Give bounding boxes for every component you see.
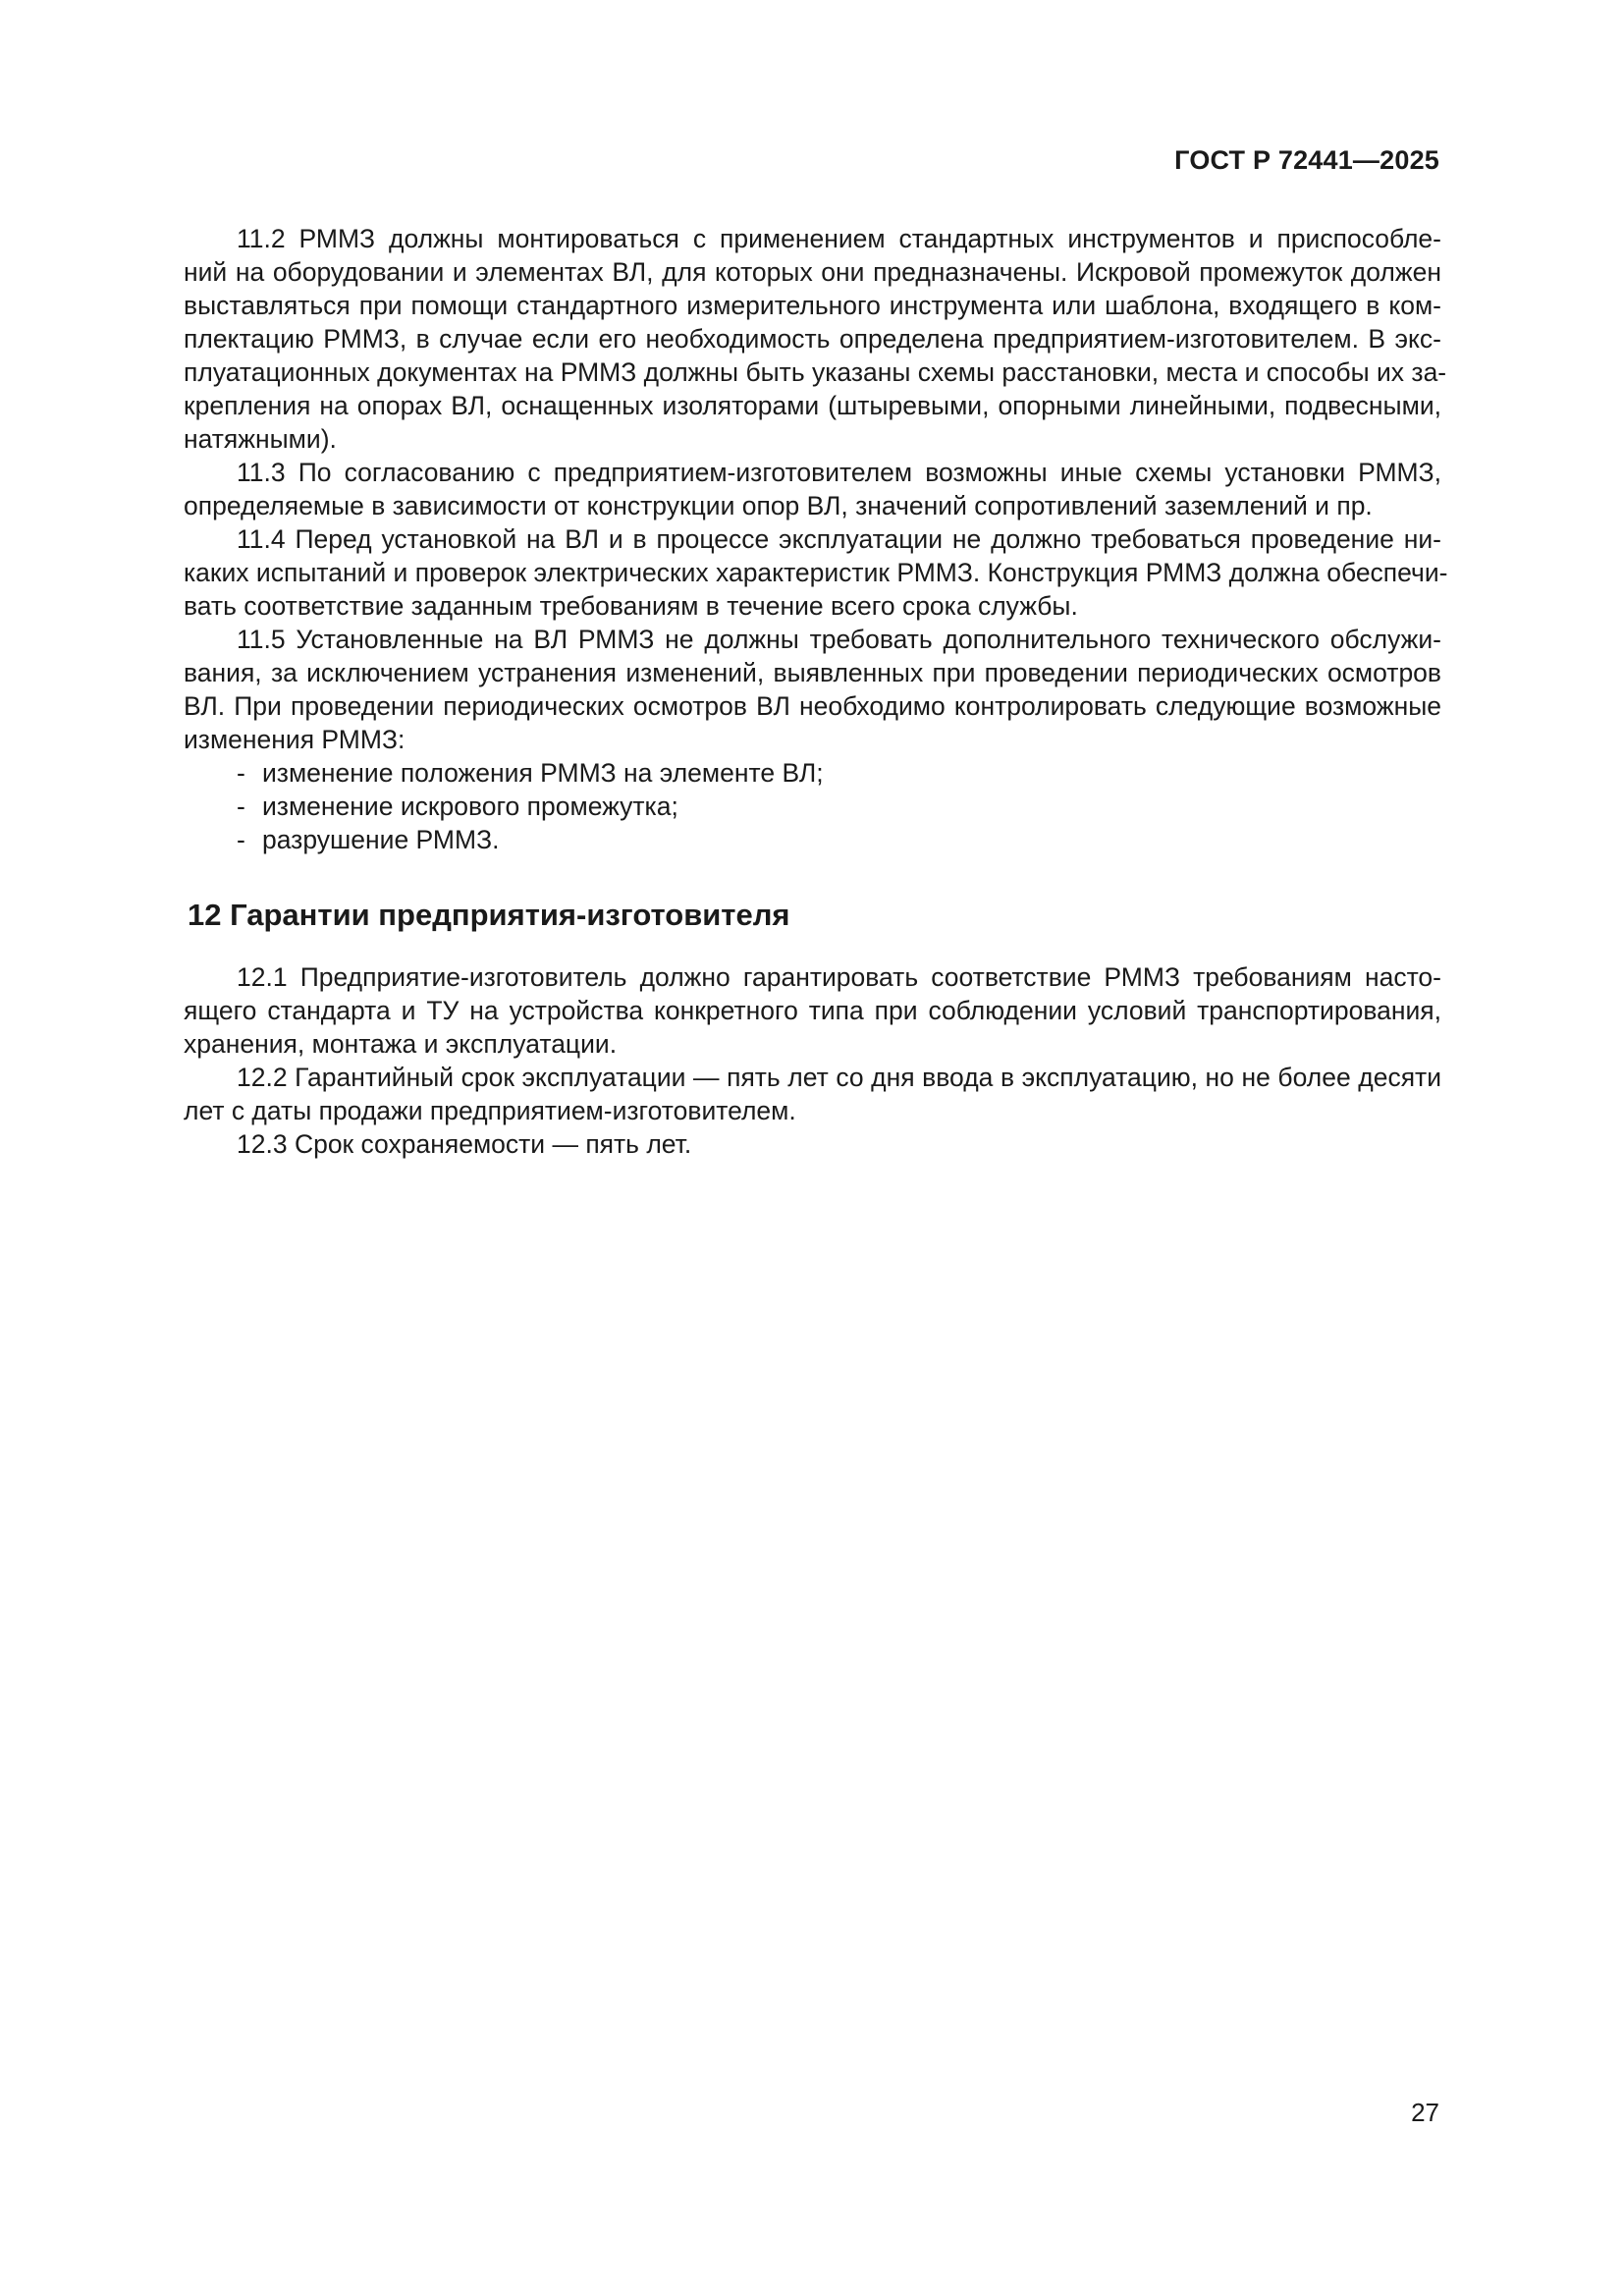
- list-item: [184, 790, 1441, 823]
- text-line: ний на оборудовании и элементах ВЛ, для которых они предназначены. Искровой промежуток должен: [184, 257, 1441, 287]
- text-line: 11.5 Установленные на ВЛ РММЗ не должны требовать дополнительного технического обслужи-: [237, 625, 1441, 654]
- text-line: 11.2 РММЗ должны монтироваться с применением стандартных инструментов и приспособле-: [237, 224, 1441, 253]
- list-item-text: изменение положения РММЗ на элементе ВЛ;: [262, 758, 824, 788]
- text-line: 12.2 Гарантийный срок эксплуатации — пять лет со дня ввода в эксплуатацию, но не более десяти: [237, 1063, 1441, 1092]
- text-line: плуатационных документах на РММЗ должны быть указаны схемы расстановки, места и способы их за-: [184, 357, 1447, 387]
- list-item-text: разрушение РММЗ.: [262, 825, 500, 854]
- text-line: хранения, монтажа и эксплуатации.: [184, 1029, 618, 1059]
- text-line: 11.3 По согласованию с предприятием-изготовителем возможны иные схемы установки РММЗ,: [237, 458, 1441, 487]
- section-12-heading: 12 Гарантии предприятия-изготовителя: [188, 898, 790, 932]
- text-line: определяемые в зависимости от конструкции опор ВЛ, значений сопротивлений заземлений и пр.: [184, 491, 1373, 520]
- list-item: [184, 756, 1441, 790]
- list-item-text: изменение искрового промежутка;: [262, 792, 678, 821]
- list-marker: -: [237, 792, 245, 821]
- text-line: вания, за исключением устранения изменений, выявленных при проведении периодических осмотров: [184, 658, 1441, 687]
- page-number: 27: [1411, 2098, 1439, 2127]
- change-list: [184, 756, 1441, 856]
- list-marker: -: [237, 825, 245, 854]
- page-content: [184, 222, 1448, 1161]
- document-code-header: ГОСТ Р 72441—2025: [1174, 145, 1439, 175]
- clause-12-3: [184, 1127, 1441, 1161]
- list-marker: -: [237, 758, 245, 788]
- text-line: ящего стандарта и ТУ на устройства конкретного типа при соблюдении условий транспортирования,: [184, 996, 1441, 1025]
- clause-12-2: [184, 1061, 1441, 1127]
- clause-11-4: [184, 522, 1448, 623]
- clause-12-1: [184, 960, 1441, 1061]
- text-line: крепления на опорах ВЛ, оснащенных изоляторами (штыревыми, опорными линейными, подвесными,: [184, 391, 1441, 420]
- text-line: натяжными).: [184, 424, 337, 454]
- text-line: лет с даты продажи предприятием-изготовителем.: [184, 1096, 796, 1125]
- text-line: 12.1 Предприятие-изготовитель должно гарантировать соответствие РММЗ требованиям насто-: [237, 962, 1441, 992]
- clause-11-2: [184, 222, 1447, 456]
- text-line: каких испытаний и проверок электрических характеристик РММЗ. Конструкция РММЗ должна обеспечи-: [184, 558, 1448, 587]
- text-line: плектацию РММЗ, в случае если его необходимость определена предприятием-изготовителем. В экс-: [184, 324, 1441, 354]
- text-line: 12.3 Срок сохраняемости — пять лет.: [237, 1129, 692, 1159]
- text-line: ВЛ. При проведении периодических осмотров ВЛ необходимо контролировать следующие возможные: [184, 691, 1441, 721]
- text-line: 11.4 Перед установкой на ВЛ и в процессе эксплуатации не должно требоваться проведение ни-: [237, 524, 1441, 554]
- list-item: [184, 823, 1441, 856]
- text-line: выставляться при помощи стандартного измерительного инструмента или шаблона, входящего в ком-: [184, 291, 1441, 320]
- clause-11-3: [184, 456, 1441, 522]
- text-line: вать соответствие заданным требованиям в течение всего срока службы.: [184, 591, 1078, 621]
- clause-11-5: [184, 623, 1441, 756]
- text-line: изменения РММЗ:: [184, 725, 406, 754]
